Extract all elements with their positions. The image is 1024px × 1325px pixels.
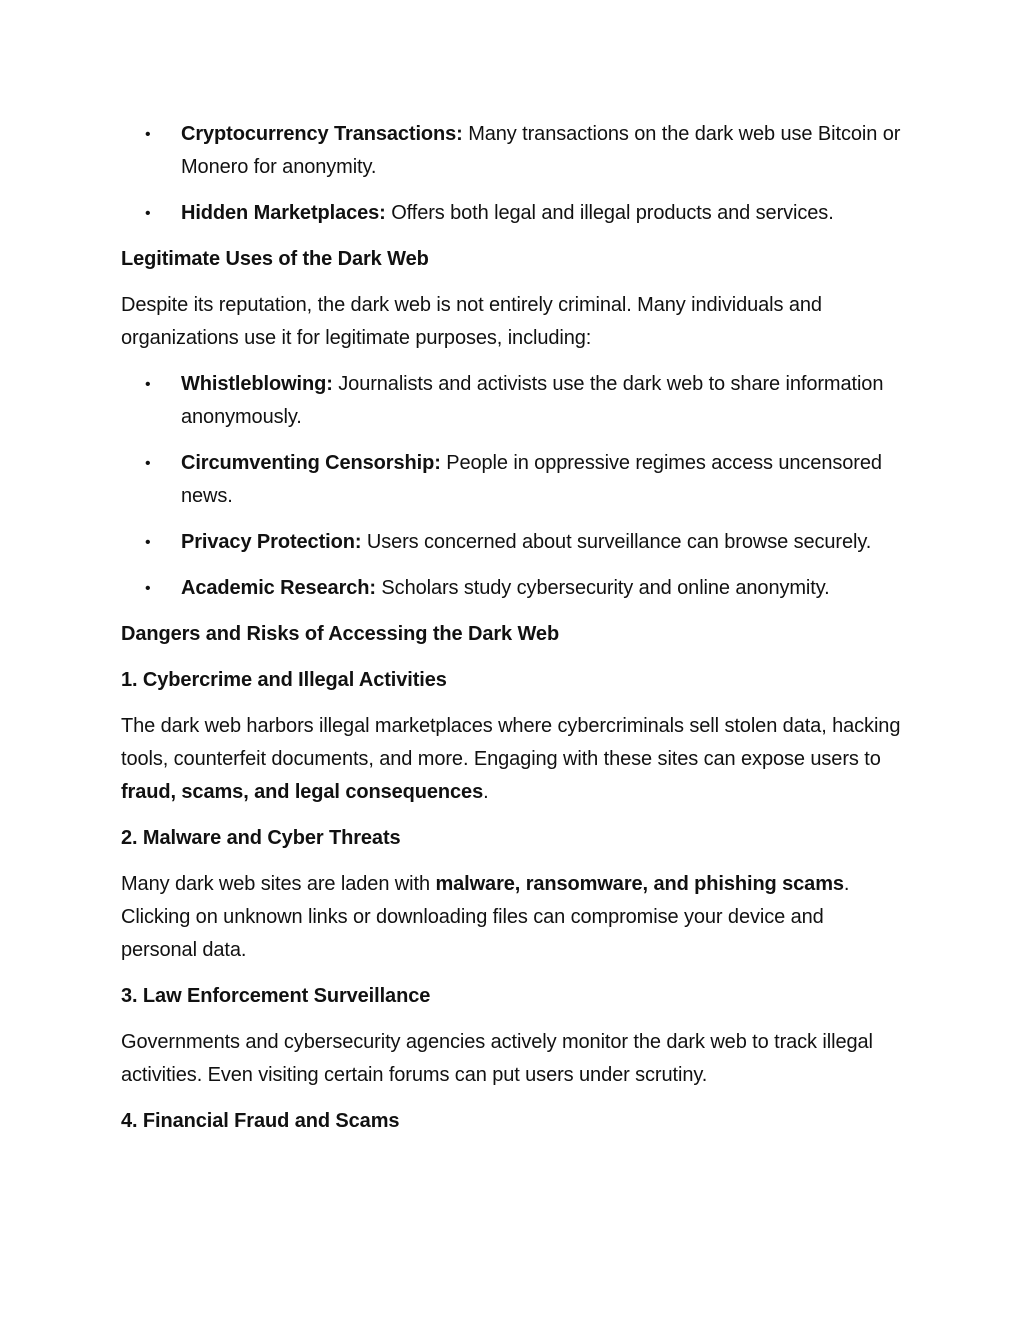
list-item-term: Cryptocurrency Transactions: xyxy=(181,123,463,145)
section-2-heading: 2. Malware and Cyber Threats xyxy=(121,827,401,849)
list-item xyxy=(121,447,901,513)
list-item xyxy=(121,572,901,605)
list-item-term: Whistleblowing: xyxy=(181,373,333,395)
section-4-heading: 4. Financial Fraud and Scams xyxy=(121,1110,400,1132)
heading-legitimate-uses: Legitimate Uses of the Dark Web xyxy=(121,248,429,270)
list-item-term: Academic Research: xyxy=(181,577,376,599)
section-2-text: Many dark web sites are laden with xyxy=(121,873,436,895)
bullet-list-legitimate-uses xyxy=(121,368,901,605)
list-item-term: Circumventing Censorship: xyxy=(181,452,441,474)
section-3-heading: 3. Law Enforcement Surveillance xyxy=(121,985,431,1007)
list-item xyxy=(121,197,901,230)
list-item-text: Users concerned about surveillance can browse securely. xyxy=(361,531,872,553)
bullet-icon: • xyxy=(145,455,151,472)
section-3-paragraph: Governments and cybersecurity agencies actively monitor the dark web to track illegal activities. Even visiting certain forums can put users under scrutiny. xyxy=(121,1031,873,1086)
bullet-list-crypto xyxy=(121,118,901,230)
list-item-text: Scholars study cybersecurity and online anonymity. xyxy=(375,577,830,599)
section-2-text-end: . Clicking on unknown links or downloading files can compromise your device and personal data. xyxy=(121,873,850,961)
list-item xyxy=(121,368,901,434)
section-1-heading: 1. Cybercrime and Illegal Activities xyxy=(121,669,447,691)
list-item xyxy=(121,526,901,559)
heading-dangers: Dangers and Risks of Accessing the Dark Web xyxy=(121,623,560,645)
bullet-icon: • xyxy=(145,376,151,393)
list-item-term: Privacy Protection: xyxy=(181,531,362,553)
list-item-text: People in oppressive regimes access uncensored news. xyxy=(181,452,882,507)
section-2-paragraph xyxy=(121,868,901,967)
bullet-icon: • xyxy=(145,534,151,551)
paragraph-legitimate-uses: Despite its reputation, the dark web is not entirely criminal. Many individuals and organizations use it for legitimate purposes, including: xyxy=(121,294,822,349)
list-item-text: Many transactions on the dark web use Bitcoin or Monero for anonymity. xyxy=(181,123,901,178)
bullet-icon: • xyxy=(145,126,151,143)
section-1-paragraph xyxy=(121,710,901,809)
list-item-term: Hidden Marketplaces: xyxy=(181,202,386,224)
section-1-text: The dark web harbors illegal marketplaces where cybercriminals sell stolen data, hacking tools, counterfeit documents, and more. Engaging with these sites can expose users to xyxy=(121,715,901,770)
bullet-icon: • xyxy=(145,580,151,597)
list-item-text: Offers both legal and illegal products and services. xyxy=(385,202,834,224)
document-body xyxy=(121,118,901,1138)
list-item-text: Journalists and activists use the dark web to share information anonymously. xyxy=(181,373,884,428)
section-1-bold-text: fraud, scams, and legal consequences xyxy=(121,781,484,803)
bullet-icon: • xyxy=(145,205,151,222)
list-item xyxy=(121,118,901,184)
section-2-bold-text: malware, ransomware, and phishing scams xyxy=(435,873,844,895)
section-1-text-end: . xyxy=(483,781,489,803)
